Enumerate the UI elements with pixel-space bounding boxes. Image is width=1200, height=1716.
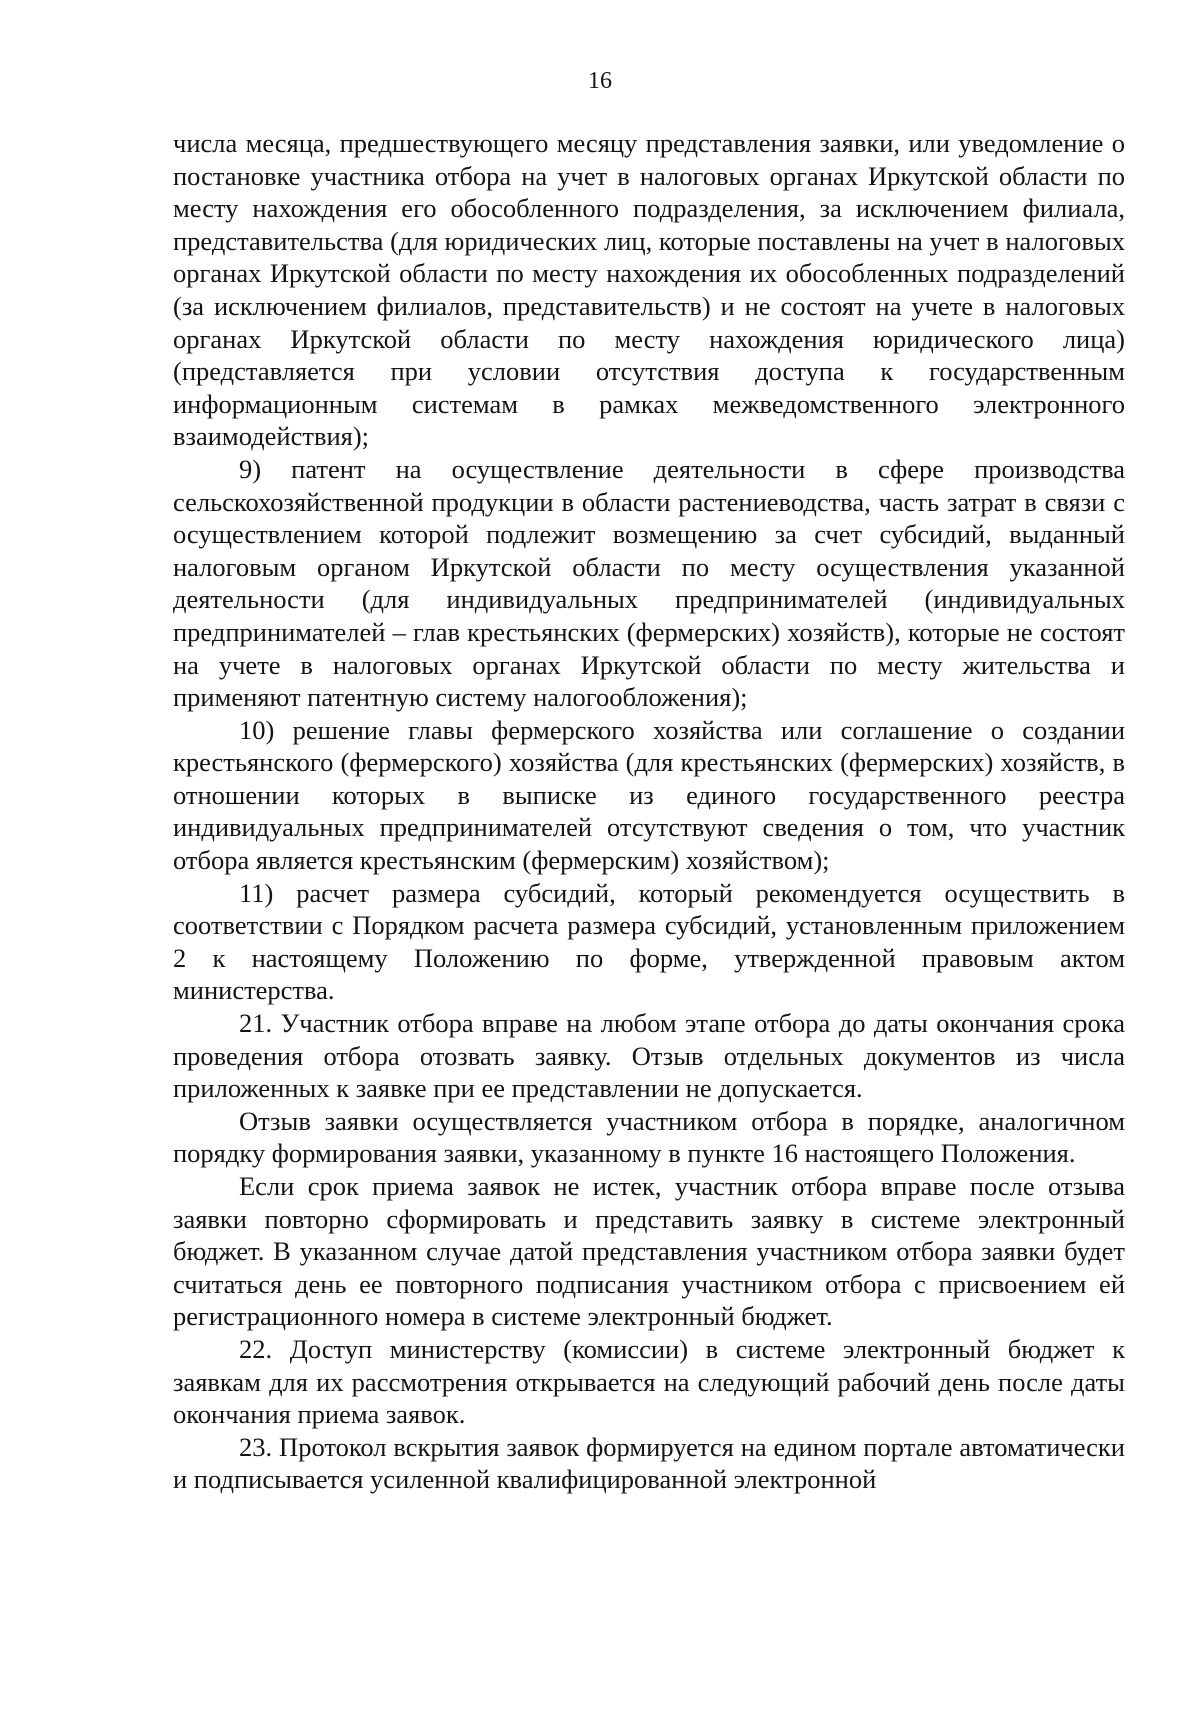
paragraph-9: 23. Протокол вскрытия заявок формируется на едином портале автоматически и подписывается усиленной квалифицированной электронной (173, 1431, 1125, 1495)
paragraph-3: 10) решение главы фермерского хозяйства или соглашение о создании крестьянского (фермерского) хозяйства (для крестьянских (фермерских) хозяйств, в отношении которых в выписке из единого государственного реестра индивидуальных предпринимателей отсутствуют сведения о том, что участник отбора является крестьянским (фермерским) хозяйством); (173, 714, 1125, 876)
paragraph-8: 22. Доступ министерству (комиссии) в системе электронный бюджет к заявкам для их рассмотрения открывается на следующий рабочий день после даты окончания приема заявок. (173, 1333, 1125, 1430)
paragraph-5: 21. Участник отбора вправе на любом этапе отбора до даты окончания срока проведения отбора отозвать заявку. Отзыв отдельных документов из числа приложенных к заявке при ее представлении не допускается. (173, 1008, 1125, 1104)
paragraph-1: числа месяца, предшествующего месяцу представления заявки, или уведомление о постановке участника отбора на учет в налоговых органах Иркутской области по месту нахождения его обособленного подразделения, за исключением филиала, представительства (для юридических лиц, которые поставлены на учет в налоговых органах Иркутской области по месту нахождения их обособленных подразделений (за исключением филиалов, представительств) и не состоят на учете в налоговых органах Иркутской области по месту нахождения юридического лица) (представляется при условии отсутствия доступа к государственным информационным системам в рамках межведомственного электронного взаимодействия); (173, 128, 1125, 452)
page-number: 16 (588, 68, 612, 94)
document-body (173, 127, 1125, 1496)
paragraph-6: Отзыв заявки осуществляется участником отбора в порядке, аналогичном порядку формирования заявки, указанному в пункте 16 настоящего Положения. (173, 1105, 1125, 1169)
paragraph-7: Если срок приема заявок не истек, участник отбора вправе после отзыва заявки повторно сформировать и представить заявку в системе электронный бюджет. В указанном случае датой представления участником отбора заявки будет считаться день ее повторного подписания участником отбора с присвоением ей регистрационного номера в системе электронный бюджет. (173, 1171, 1125, 1332)
paragraph-2: 9) патент на осуществление деятельности в сфере производства сельскохозяйственной продукции в области растениеводства, часть затрат в связи с осуществлением которой подлежит возмещению за счет субсидий, выданный налоговым органом Иркутской области по месту осуществления указанной деятельности (для индивидуальных предпринимателей (индивидуальных предпринимателей – глав крестьянских (фермерских) хозяйств), которые не состоят на учете в налоговых органах Иркутской области по месту жительства и применяют патентную систему налогообложения); (173, 453, 1125, 713)
paragraph-4: 11) расчет размера субсидий, который рекомендуется осуществить в соответствии с Порядком расчета размера субсидий, установленным приложением 2 к настоящему Положению по форме, утвержденной правовым актом министерства. (173, 877, 1125, 1006)
